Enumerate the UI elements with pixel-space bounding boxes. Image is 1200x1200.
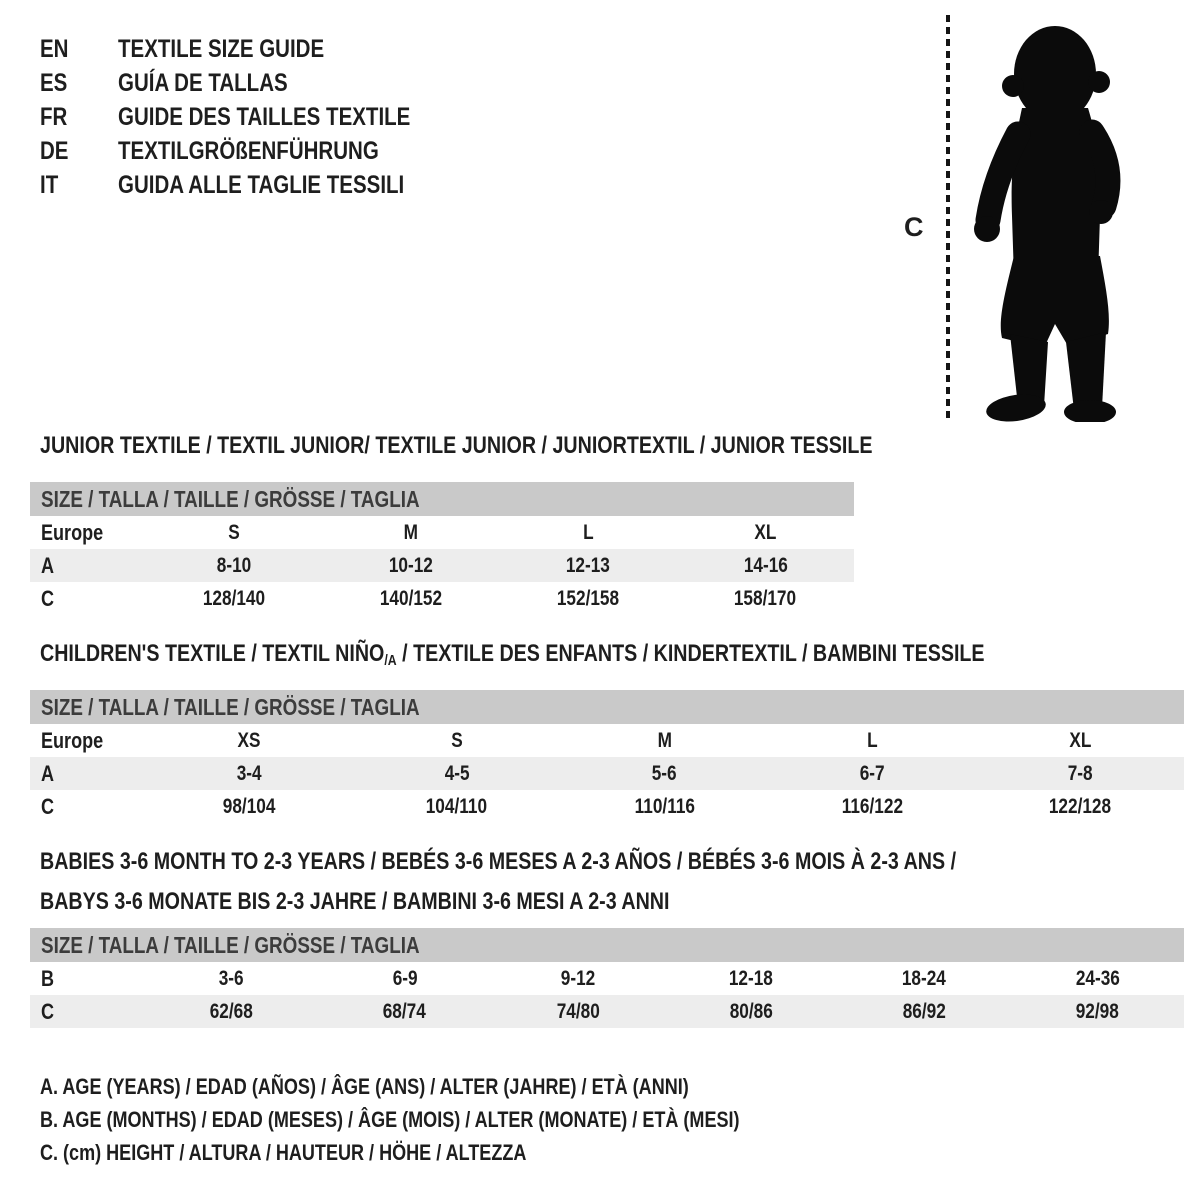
junior-section-title-text: JUNIOR TEXTILE / TEXTIL JUNIOR/ TEXTILE JUNIOR / JUNIORTEXTIL / JUNIOR TESSILE — [40, 432, 873, 459]
cell-text: 12-18 — [729, 966, 774, 990]
children-title-after: / TEXTILE DES ENFANTS / KINDERTEXTIL / BAMBINI TESSILE — [396, 640, 985, 667]
size-header-text: SIZE / TALLA / TAILLE / GRÖSSE / TAGLIA — [41, 931, 420, 958]
table-cell — [491, 1000, 664, 1024]
table-cell — [145, 1000, 318, 1024]
row-label — [30, 999, 145, 1025]
cell-text: 18-24 — [902, 966, 947, 990]
language-label — [118, 103, 475, 132]
cell-text: 98/104 — [222, 794, 276, 818]
legend-text: A. AGE (YEARS) / EDAD (AÑOS) / ÂGE (ANS) / ALTER (JAHRE) / ETÀ (ANNI) — [40, 1073, 689, 1099]
language-code — [40, 137, 118, 166]
language-row-de — [40, 134, 475, 168]
cell-text: M — [657, 728, 672, 752]
language-code — [40, 69, 118, 98]
cell-text: 5-6 — [652, 761, 677, 785]
table-row — [30, 962, 1184, 995]
cell-text: 128/140 — [202, 586, 265, 610]
junior-table-header — [30, 482, 854, 516]
table-row — [30, 757, 1184, 790]
cell-text: M — [403, 520, 419, 544]
table-cell — [976, 729, 1184, 753]
table-cell — [976, 795, 1184, 819]
table-cell — [145, 729, 353, 753]
language-code-text: ES — [40, 68, 68, 97]
table-row — [30, 582, 854, 615]
cell-text: 140/152 — [379, 586, 442, 610]
cell-text: 24-36 — [1075, 966, 1120, 990]
table-cell — [665, 967, 838, 991]
row-label-text: A — [41, 552, 55, 578]
row-label — [30, 553, 145, 579]
language-label-text: TEXTILE SIZE GUIDE — [118, 34, 325, 63]
height-measure-dashed-line — [946, 15, 950, 419]
children-section-title-text — [40, 634, 985, 681]
cell-text: L — [867, 728, 878, 752]
language-label — [118, 171, 467, 200]
cell-text: 152/158 — [556, 586, 620, 610]
language-label-text: GUIDE DES TAILLES TEXTILE — [118, 102, 411, 131]
junior-section-title — [40, 426, 1055, 466]
table-cell — [322, 521, 499, 545]
cell-text: 3-6 — [219, 966, 245, 990]
row-label — [30, 728, 145, 754]
cell-text: 80/86 — [729, 999, 773, 1023]
cell-text: 9-12 — [560, 966, 596, 990]
children-section-title — [40, 634, 1192, 681]
language-code-text: DE — [40, 136, 69, 165]
cell-text: 10-12 — [388, 553, 433, 577]
cell-text: 86/92 — [902, 999, 946, 1023]
table-cell — [838, 967, 1011, 991]
babies-title-line2: BABYS 3-6 MONATE BIS 2-3 JAHRE / BAMBINI 3-6 MESI A 2-3 ANNI — [40, 888, 670, 915]
junior-size-table — [30, 482, 854, 615]
legend-line-b — [40, 1103, 893, 1136]
table-row — [30, 724, 1184, 757]
table-cell — [322, 587, 499, 611]
row-label — [30, 586, 145, 612]
table-cell — [768, 795, 976, 819]
cell-text: 7-8 — [1067, 761, 1093, 785]
table-cell — [353, 729, 561, 753]
cell-text: S — [227, 520, 240, 544]
table-cell — [322, 554, 499, 578]
cell-text: 3-4 — [236, 761, 262, 785]
language-label — [118, 35, 369, 64]
children-size-table — [30, 690, 1184, 823]
table-row — [30, 790, 1184, 823]
cell-text: 68/74 — [383, 999, 427, 1023]
language-label-text: GUÍA DE TALLAS — [118, 68, 288, 97]
language-label-text: GUIDA ALLE TAGLIE TESSILI — [118, 170, 405, 199]
row-label-text: C — [41, 998, 55, 1024]
row-label-text: Europe — [41, 519, 104, 545]
language-row-es — [40, 66, 475, 100]
language-code — [40, 103, 118, 132]
measurement-legend — [40, 1070, 893, 1169]
table-cell — [318, 1000, 491, 1024]
cell-text: 6-9 — [392, 966, 418, 990]
language-row-it — [40, 168, 475, 202]
language-label — [118, 69, 325, 98]
table-cell — [561, 762, 769, 786]
table-row — [30, 995, 1184, 1028]
table-cell — [318, 967, 491, 991]
row-label — [30, 966, 145, 992]
table-cell — [677, 587, 854, 611]
babies-size-table — [30, 928, 1184, 1028]
cell-text: L — [582, 520, 594, 544]
cell-text: 92/98 — [1075, 999, 1119, 1023]
table-cell — [561, 729, 769, 753]
cell-text: S — [450, 728, 463, 752]
toddler-silhouette-icon — [958, 16, 1153, 422]
children-title-subscript: /A — [384, 652, 397, 669]
language-title-list — [40, 32, 475, 202]
cell-text: 14-16 — [743, 553, 788, 577]
table-cell — [491, 967, 664, 991]
row-label-text: C — [41, 585, 55, 611]
table-cell — [145, 554, 322, 578]
cell-text: 110/116 — [634, 794, 695, 818]
cell-text: 12-13 — [566, 553, 611, 577]
language-label — [118, 137, 436, 166]
babies-title-line1: BABIES 3-6 MONTH TO 2-3 YEARS / BEBÉS 3-6 MESES A 2-3 AÑOS / BÉBÉS 3-6 MOIS À 2-3 ANS / — [40, 848, 957, 875]
table-cell — [500, 554, 677, 578]
language-label-text: TEXTILGRÖßENFÜHRUNG — [118, 136, 379, 165]
row-label-text: A — [41, 760, 55, 786]
language-code-text: IT — [40, 170, 59, 199]
table-cell — [1011, 1000, 1184, 1024]
table-cell — [976, 762, 1184, 786]
table-cell — [145, 762, 353, 786]
row-label — [30, 520, 145, 546]
table-row — [30, 516, 854, 549]
table-cell — [561, 795, 769, 819]
language-code-text: FR — [40, 102, 68, 131]
legend-line-a — [40, 1070, 893, 1103]
cell-text: XL — [754, 520, 777, 544]
language-row-fr — [40, 100, 475, 134]
table-cell — [677, 554, 854, 578]
row-label-text: B — [41, 965, 55, 991]
legend-line-c — [40, 1136, 893, 1169]
babies-table-header — [30, 928, 1184, 962]
table-cell — [500, 587, 677, 611]
children-table-header — [30, 690, 1184, 724]
size-header-text: SIZE / TALLA / TAILLE / GRÖSSE / TAGLIA — [41, 693, 420, 720]
table-cell — [838, 1000, 1011, 1024]
row-label — [30, 761, 145, 787]
cell-text: 62/68 — [210, 999, 254, 1023]
table-cell — [500, 521, 677, 545]
table-cell — [353, 762, 561, 786]
legend-text: C. (cm) HEIGHT / ALTURA / HAUTEUR / HÖHE / ALTEZZA — [40, 1139, 527, 1165]
language-code-text: EN — [40, 34, 69, 63]
table-row — [30, 549, 854, 582]
cell-text: XL — [1069, 728, 1092, 752]
table-cell — [768, 762, 976, 786]
size-header-text: SIZE / TALLA / TAILLE / GRÖSSE / TAGLIA — [41, 485, 420, 512]
cell-text: 104/110 — [426, 794, 488, 818]
table-cell — [677, 521, 854, 545]
table-cell — [145, 587, 322, 611]
cell-text: 116/122 — [841, 794, 903, 818]
children-title-before: CHILDREN'S TEXTILE / TEXTIL NIÑO — [40, 640, 385, 667]
language-code — [40, 171, 118, 200]
row-label-text: Europe — [41, 727, 104, 753]
table-cell — [768, 729, 976, 753]
cell-text: 74/80 — [556, 999, 600, 1023]
legend-text: B. AGE (MONTHS) / EDAD (MESES) / ÂGE (MOIS) / ALTER (MONATE) / ETÀ (MESI) — [40, 1106, 740, 1132]
language-code — [40, 35, 118, 64]
table-cell — [145, 795, 353, 819]
cell-text: 158/170 — [734, 586, 797, 610]
table-cell — [145, 521, 322, 545]
row-label-text: C — [41, 793, 55, 819]
cell-text: 4-5 — [444, 761, 470, 785]
table-cell — [1011, 967, 1184, 991]
cell-text: 122/128 — [1048, 794, 1112, 818]
cell-text: 8-10 — [216, 553, 251, 577]
cell-text: 6-7 — [859, 761, 885, 785]
table-cell — [145, 967, 318, 991]
babies-section-title — [40, 842, 1157, 922]
table-cell — [665, 1000, 838, 1024]
height-measure-label: C — [904, 212, 924, 242]
language-row-en — [40, 32, 475, 66]
cell-text: XS — [237, 728, 261, 752]
table-cell — [353, 795, 561, 819]
row-label — [30, 794, 145, 820]
